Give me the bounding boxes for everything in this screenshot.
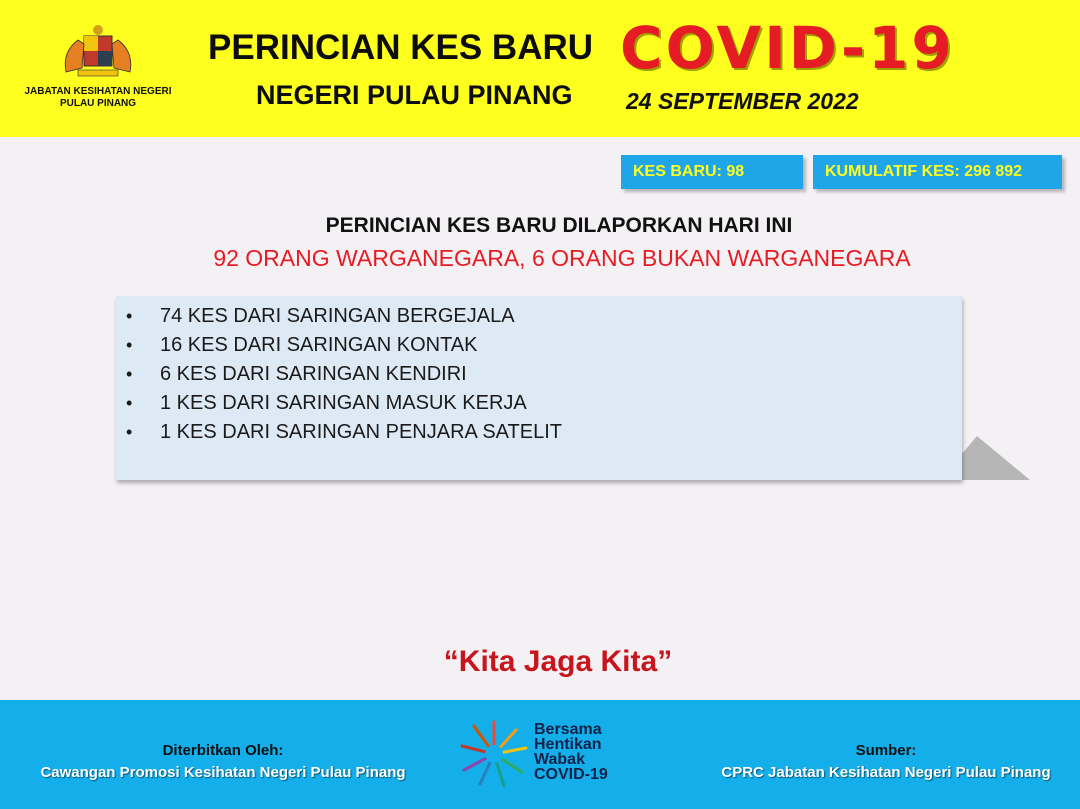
source-name: CPRC Jabatan Kesihatan Negeri Pulau Pinang [721, 764, 1051, 781]
department-line1: JABATAN KESIHATAN NEGERI [24, 86, 172, 97]
cumulative-cases-badge: KUMULATIF KES: 296 892 [813, 155, 1062, 189]
report-date: 24 SEPTEMBER 2022 [626, 88, 859, 114]
list-item: • 74 KES DARI SARINGAN BERGEJALA [160, 302, 962, 331]
publisher-block [0, 740, 446, 784]
logo-line3: Wabak [534, 751, 585, 768]
case-list [116, 296, 962, 447]
list-item: • 1 KES DARI SARINGAN MASUK KERJA [160, 389, 962, 418]
covid-title: COVID-19 [620, 14, 955, 82]
logo-text [534, 722, 608, 782]
bersama-hentikan-wabak-logo-icon [458, 718, 530, 790]
new-cases-badge: KES BARU: 98 [621, 155, 803, 189]
list-item: • 1 KES DARI SARINGAN PENJARA SATELIT [160, 418, 962, 447]
source-label: Sumber: [855, 742, 917, 759]
logo-line1: Bersama [534, 721, 602, 738]
motto: “Kita Jaga Kita” [443, 645, 673, 678]
department-line2: PULAU PINANG [59, 98, 137, 109]
publisher-name: Cawangan Promosi Kesihatan Negeri Pulau Pinang [40, 764, 406, 781]
footer-banner [0, 700, 1080, 809]
summary-heading: PERINCIAN KES BARU DILAPORKAN HARI INI [325, 214, 793, 237]
publisher-label: Diterbitkan Oleh: [162, 742, 284, 759]
list-item: • 16 KES DARI SARINGAN KONTAK [160, 331, 962, 360]
page-title: PERINCIAN KES BARU [208, 28, 594, 67]
malaysia-crest-icon [58, 22, 138, 82]
source-block [692, 740, 1080, 784]
logo-line2: Hentikan [534, 736, 602, 753]
case-breakdown-panel [116, 296, 962, 480]
page-subtitle: NEGERI PULAU PINANG [256, 80, 573, 110]
citizenship-breakdown: 92 ORANG WARGANEGARA, 6 ORANG BUKAN WARGANEGARA [213, 245, 911, 271]
header-banner [0, 0, 1080, 137]
department-name [0, 86, 196, 110]
logo-line4: COVID-19 [534, 766, 608, 783]
list-item: • 6 KES DARI SARINGAN KENDIRI [160, 360, 962, 389]
